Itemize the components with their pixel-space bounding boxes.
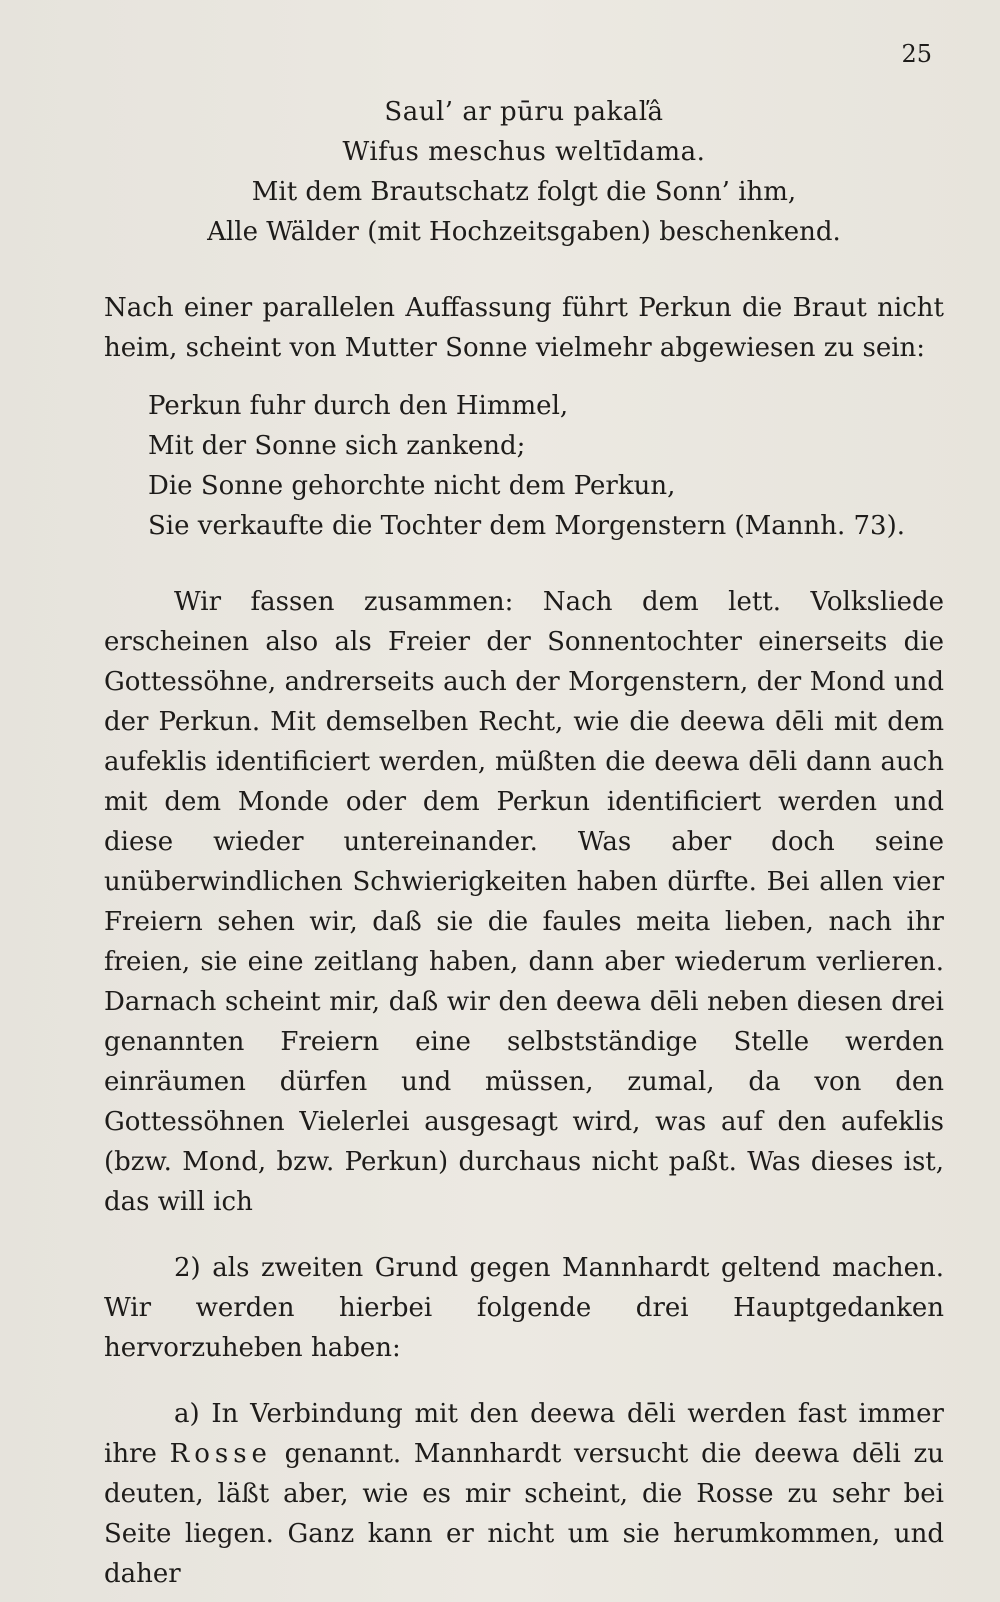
page-number: 25 — [901, 40, 932, 68]
verse-line: Alle Wälder (mit Hochzeitsgaben) beschenkend. — [207, 217, 841, 247]
emphasized-word: Rosse — [169, 1439, 272, 1469]
verse-block-1 — [104, 92, 944, 252]
paragraph-text: a) In Verbindung mit den deewa dēli werden fast immer ihre — [104, 1399, 944, 1469]
paragraph — [104, 1394, 944, 1594]
paragraph: Wir fassen zusammen: Nach dem lett. Volksliede erscheinen also als Freier der Sonnentochter einerseits die Gottessöhne, andrerseits auch der Morgenstern, der Mond und der Perkun. Mit demselben Recht, wie die deewa dēli mit dem aufeklis identificiert werden, müßten die deewa dēli dann auch mit dem Monde oder dem Perkun identificiert werden und diese wieder untereinander. Was aber doch seine unüberwindlichen Schwierigkeiten haben dürfte. Bei allen vier Freiern sehen wir, daß sie die faules meita lieben, nach ihr freien, sie eine zeitlang haben, dann aber wiederum verlieren. Darnach scheint mir, daß wir den deewa dēli neben diesen drei genannten Freiern eine selbstständige Stelle werden einräumen dürfen und müssen, zumal, da von den Gottessöhnen Vielerlei ausgesagt wird, was auf den aufeklis (bzw. Mond, bzw. Perkun) durchaus nicht paßt. Was dieses ist, das will ich — [104, 587, 944, 1217]
verse-line: Mit dem Brautschatz folgt die Sonn’ ihm, — [251, 177, 797, 207]
paragraph: Nach einer parallelen Auffassung führt Perkun die Braut nicht heim, scheint von Mutter Sonne vielmehr abgewiesen zu sein: — [104, 293, 944, 363]
paragraph: 2) als zweiten Grund gegen Mannhardt geltend machen. Wir werden hierbei folgende drei Hauptgedanken hervorzuheben haben: — [104, 1253, 944, 1363]
page-text — [104, 92, 944, 1594]
verse-line: Saul’ ar pūru pakaľâ — [384, 97, 664, 127]
verse-line: Wifus meschus weltīdama. — [342, 137, 706, 167]
verse-line: Mit der Sonne sich zankend; — [148, 431, 526, 461]
verse-line: Sie verkaufte die Tochter dem Morgenstern (Mannh. 73). — [148, 511, 905, 541]
paragraph-text: genannt. Mannhardt versucht die deewa dēli zu deuten, läßt aber, wie es mir scheint, die Rosse zu sehr bei Seite liegen. Ganz kann er nicht um sie herumkommen, und daher — [104, 1439, 944, 1589]
verse-line: Die Sonne gehorchte nicht dem Perkun, — [148, 471, 676, 501]
verse-block-2 — [104, 386, 944, 546]
verse-line: Perkun fuhr durch den Himmel, — [148, 391, 569, 421]
